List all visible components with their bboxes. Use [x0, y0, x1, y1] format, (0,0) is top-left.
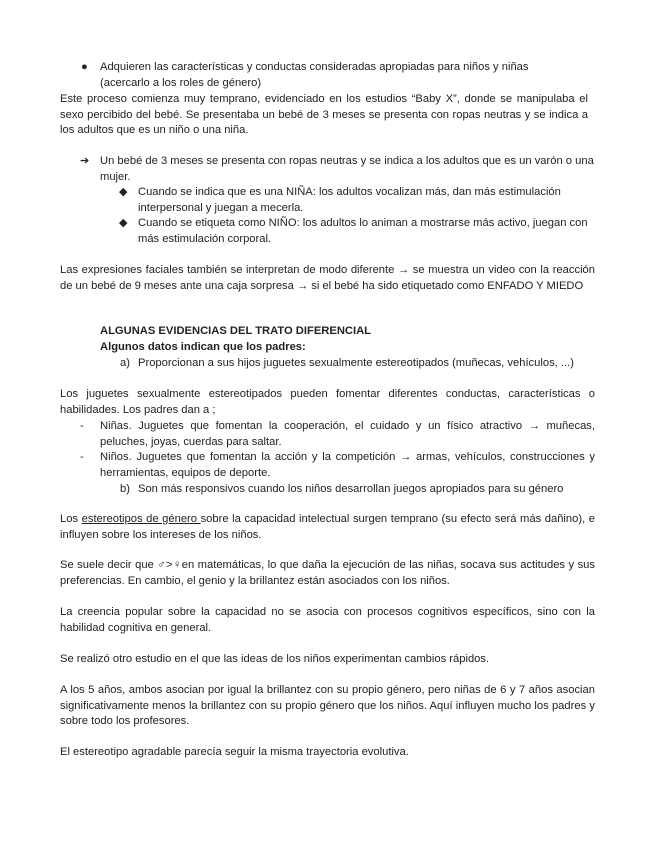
- item-a: Proporcionan a sus hijos juguetes sexualmente estereotipados (muñecas, vehículos, ...): [138, 357, 574, 369]
- section-subheading: Algunos datos indican que los padres:: [100, 341, 306, 353]
- diamond-icon: ◆: [119, 186, 128, 198]
- paragraph-creencia: La creencia popular sobre la capacidad no se asocia con procesos cognitivos específicos, sino con la habilidad cognitiva en general.: [60, 606, 595, 634]
- paragraph-juguetes: Los juguetes sexualmente estereotipados pueden fomentar diferentes conductas, características o habilidades. Los padres dan a ;: [60, 388, 595, 416]
- p5-pre: Los: [60, 513, 82, 525]
- bullet-dot-icon: ●: [81, 61, 88, 73]
- dash-item-ninos: Niños. Juguetes que fomentan la acción y la competición → armas, vehículos, construcciones y herramientas, equipos de deporte.: [100, 451, 595, 479]
- paragraph-expresiones: Las expresiones faciales también se interpretan de modo diferente → se muestra un video con la reacción de un bebé de 9 meses ante una caja sorpresa → si el bebé ha sido etiquetado como ENFADO Y MIEDO: [60, 264, 595, 292]
- dash-marker: -: [80, 451, 84, 463]
- bullet-item: Adquieren las características y conductas consideradas apropiadas para niños y niñas (acercarlo a los roles de género): [100, 61, 529, 89]
- dash-marker: -: [80, 420, 84, 432]
- p5-post: sobre la capacidad intelectual surgen temprano (su efecto será más dañino), e influyen sobre los intereses de los niños.: [60, 513, 595, 541]
- paragraph-estereotipos: [60, 512, 595, 543]
- arrow-icon: ➔: [80, 155, 90, 167]
- paragraph-estereotipo-agradable: El estereotipo agradable parecía seguir la misma trayectoria evolutiva.: [60, 746, 409, 758]
- diamond-item-nino: Cuando se etiqueta como NIÑO: los adultos lo animan a mostrarse más activo, juegan con más estimulación corporal.: [138, 217, 588, 245]
- item-b: Son más responsivos cuando los niños desarrollan juegos apropiados para su género: [138, 483, 564, 495]
- diamond-icon: ◆: [119, 217, 128, 229]
- arrow-item: Un bebé de 3 meses se presenta con ropas neutras y se indica a los adultos que es un varón o una mujer.: [100, 155, 594, 183]
- paragraph-matematicas: Se suele decir que ♂>♀en matemáticas, lo que daña la ejecución de las niñas, socava sus actitudes y sus preferencias. En cambio, el genio y la brillantez están asociados con los niños.: [60, 559, 595, 587]
- paragraph-estudio: Se realizó otro estudio en el que las ideas de los niños experimentan cambios rápidos.: [60, 653, 490, 665]
- item-a-label: a): [120, 357, 130, 369]
- dash-item-ninas: Niñas. Juguetes que fomentan la cooperación, el cuidado y un físico atractivo → muñecas, peluches, joyas, cuerdas para saltar.: [100, 420, 595, 448]
- diamond-item-nina: Cuando se indica que es una NIÑA: los adultos vocalizan más, dan más estimulación interpersonal y juegan a mecerla.: [138, 186, 561, 214]
- item-b-label: b): [120, 483, 130, 495]
- section-heading: ALGUNAS EVIDENCIAS DEL TRATO DIFERENCIAL: [100, 325, 372, 337]
- paragraph-baby-x: Este proceso comienza muy temprano, evidenciado en los estudios “Baby X”, donde se manipulaba el sexo percibido del bebé. Se presentaba un bebé de 3 meses se presenta con ropas neutras y se indica a los adultos que es un niño o una niña.: [60, 93, 588, 136]
- estereotipos-link[interactable]: estereotipos de género: [81, 513, 201, 525]
- paragraph-brillantez: A los 5 años, ambos asocian por igual la brillantez con su propio género, pero niñas de 6 y 7 años asocian significativamente menos la brillantez con su propio género que los niños. Aquí influyen mucho los padres y sobre todo los profesores.: [60, 684, 595, 727]
